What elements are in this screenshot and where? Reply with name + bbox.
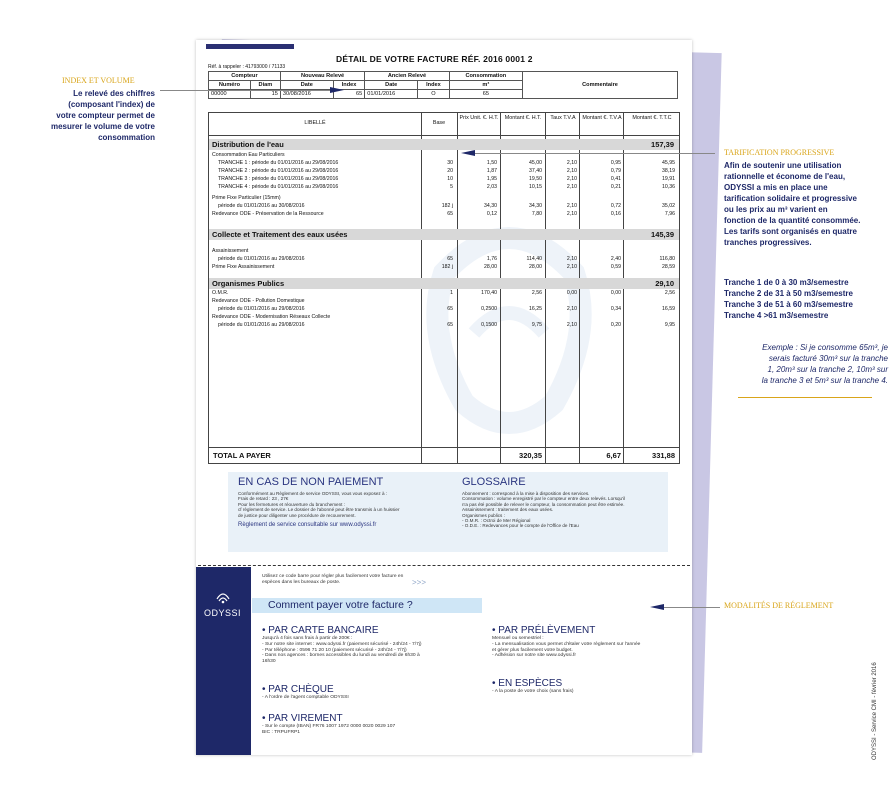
arrow-left-icon	[461, 149, 475, 157]
bill-row-base: 182 j	[441, 264, 453, 270]
th-ancien-releve: Ancien Relevé	[365, 72, 449, 81]
example-line: Exemple : Si je consomme 65m³, je	[762, 343, 888, 352]
pay-virement-line: BIC : TRPUFRP1	[262, 729, 300, 735]
glossary-line: Consommation : volume enregistré par le compteur entre deux relevés. Lorsqu'il	[462, 496, 626, 502]
glossary-line: - O.M.R. : Octroi de Mer Régional	[462, 518, 531, 524]
glossary-line: Assainissement : traitement des eaux usées.	[462, 507, 554, 513]
bill-row-amount-ht: 2,56	[531, 290, 542, 296]
bill-row-amount-tva: 0,79	[610, 168, 621, 174]
glossary-line: n'a pas été possible de relever le compteur, la consommation peut être estimée.	[462, 501, 625, 507]
bill-row-label: Redevance ODE - Préservation de la Ressource	[212, 211, 324, 217]
tranche-line: Tranche 4 >61 m3/semestre	[724, 311, 829, 320]
th-date-old: Date	[365, 81, 418, 90]
bill-row-amount-ht: 10,15	[529, 184, 542, 190]
bill-row-vat-rate: 2,10	[566, 184, 577, 190]
bill-row-vat-rate: 2,10	[566, 203, 577, 209]
reference-number: Réf. à rappeler : 41793000 / 71133	[208, 64, 286, 70]
bill-row-vat-rate: 2,10	[566, 306, 577, 312]
bill-row-unit-price: 1,76	[486, 256, 497, 262]
bill-row	[209, 159, 679, 167]
tarif-annotation-line: Les tarifs sont organisés en quatre	[724, 227, 857, 236]
bill-row-base: 65	[447, 211, 453, 217]
bill-row	[209, 297, 679, 305]
bill-row-amount-tva: 0,00	[610, 290, 621, 296]
pay-card-line: - Par téléphone : 0596 71 20 10 (paiement sécurisé - 24h/24 - 7/7j)	[262, 647, 407, 653]
top-accent-bar	[206, 44, 294, 49]
non-payment-line: cf règlement de service. Le dossier de l'abonné peut être transmis à un huissier	[238, 507, 400, 513]
bill-row-amount-ttc: 9,95	[664, 322, 675, 328]
meter-table	[208, 71, 678, 99]
bill-row-amount-ttc: 45,95	[662, 160, 675, 166]
pay-card-line: - Dans nos agences : bornes accessibles du lundi au vendredi de 6h30 à	[262, 653, 420, 659]
bill-row-unit-price: 170,40	[481, 290, 497, 296]
glossary-line: Abonnement : correspond à la mise à disposition des services.	[462, 491, 590, 496]
pay-card-line: Jusqu'à 4 fois sans frais à partir de 200€ :	[262, 636, 353, 641]
pay-card-line: - Sur notre site internet : www.odyssi.fr (paiement sécurisé - 24h/24 - 7/7j)	[262, 641, 422, 647]
th-montant-ht: Montant €. H.T.	[504, 115, 542, 121]
bill-row-label: O.M.R.	[212, 290, 229, 296]
bill-row-amount-ht: 19,50	[529, 176, 542, 182]
index-pointer-line	[160, 90, 330, 91]
pay-especes-title: • EN ESPÈCES	[492, 678, 563, 689]
glossary-title: GLOSSAIRE	[462, 476, 526, 488]
section-collecte: Collecte et Traitement des eaux usées 145,39	[209, 229, 679, 240]
bill-row-amount-ht: 34,30	[529, 203, 542, 209]
bill-row-amount-tva: 0,21	[610, 184, 621, 190]
pay-card	[262, 625, 472, 665]
bill-row-amount-tva: 0,95	[610, 160, 621, 166]
meter-diam: 15	[250, 90, 280, 99]
meter-new-index: 65	[333, 90, 364, 99]
tranche-list	[724, 277, 892, 321]
index-annotation-title: INDEX ET VOLUME	[62, 76, 135, 85]
bill-row-unit-price: 0,12	[486, 211, 497, 217]
bill-row-label: TRANCHE 3 : période du 01/01/2016 au 29/08/2016	[218, 176, 339, 182]
bill-row-amount-ht: 28,00	[529, 264, 542, 270]
brand-sidebar	[196, 567, 251, 755]
bill-row-base: 65	[447, 306, 453, 312]
bill-row-vat-rate: 0,00	[566, 290, 577, 296]
bill-row	[209, 305, 679, 313]
bill-row-amount-ht: 114,40	[526, 256, 542, 262]
bill-row	[209, 194, 679, 202]
bill-row-unit-price: 1,50	[486, 160, 497, 166]
index-annotation-line: mesurer le volume de votre	[50, 122, 155, 131]
payment-banner-title: Comment payer votre facture ?	[268, 599, 413, 611]
total-row	[209, 447, 679, 463]
th-index-new: Index	[333, 81, 364, 90]
bill-row-vat-rate: 2,10	[566, 256, 577, 262]
bill-row-label: Assainissement	[212, 248, 249, 254]
bill-row-label: Prime Fixe Particulier (15mm)	[212, 195, 281, 201]
bill-row-label: Redevance ODE - Modernisation Réseaux Collecte	[212, 314, 331, 320]
bill-row-amount-ttc: 10,36	[662, 184, 675, 190]
th-prix-unit: Prix Unit. €. H.T.	[459, 115, 499, 121]
bill-row-label: TRANCHE 2 : période du 01/01/2016 au 29/08/2016	[218, 168, 339, 174]
bill-row-amount-ttc: 19,91	[662, 176, 675, 182]
bill-row-amount-ht: 9,75	[531, 322, 542, 328]
bill-row	[209, 167, 679, 175]
pay-card-text	[262, 636, 472, 665]
glossary-text	[462, 491, 660, 529]
bill-row	[209, 175, 679, 183]
bill-row-unit-price: 34,30	[484, 203, 497, 209]
invoice-title: DÉTAIL DE VOTRE FACTURE RÉF. 2016 0001 2	[336, 54, 533, 64]
payment-banner	[252, 598, 482, 613]
bill-row-label: période du 01/01/2016 au 30/08/2016	[218, 203, 305, 209]
bill-row-amount-ht: 37,40	[529, 168, 542, 174]
bill-row-base: 20	[447, 168, 453, 174]
th-base: Base	[432, 120, 446, 126]
pay-prelevement-line: Mensuel ou semestriel :	[492, 636, 544, 641]
bill-row-unit-price: 1,95	[486, 176, 497, 182]
pay-cheque	[262, 684, 472, 701]
bill-row	[209, 183, 679, 191]
bill-row-base: 182 j	[441, 203, 453, 209]
bill-row-label: Prime Fixe Assainissement	[212, 264, 275, 270]
pay-cheque-title: • PAR CHÈQUE	[262, 684, 334, 695]
bill-row-base: 30	[447, 160, 453, 166]
bill-row-unit-price: 28,00	[484, 264, 497, 270]
rules-link[interactable]: Règlement de service consultable sur www.odyssi.fr	[238, 522, 377, 529]
bill-row-label: période du 01/01/2016 au 29/08/2016	[218, 256, 305, 262]
non-payment-text	[238, 491, 448, 518]
bill-row-amount-ttc: 16,59	[662, 306, 675, 312]
pay-prelevement	[492, 625, 682, 659]
arrow-right-icon	[330, 86, 344, 94]
tarif-annotation-line: tranches progressives.	[724, 238, 812, 247]
total-ttc: 331,88	[652, 451, 675, 460]
bill-row-base: 5	[450, 184, 453, 190]
bill-row-base: 65	[447, 256, 453, 262]
bill-row-amount-tva: 0,20	[610, 322, 621, 328]
bill-row-amount-ttc: 2,56	[664, 290, 675, 296]
section-organismes: Organismes Publics 29,10	[209, 278, 679, 289]
bill-row-amount-ht: 7,80	[531, 211, 542, 217]
bill-row-amount-ttc: 116,80	[659, 256, 675, 262]
modalites-annotation-title: MODALITÉS DE RÉGLEMENT	[724, 601, 834, 610]
bill-row-amount-tva: 0,41	[610, 176, 621, 182]
th-consommation: Consommation	[449, 72, 522, 81]
index-annotation-line: consommation	[98, 133, 155, 142]
total-tva: 6,67	[606, 451, 621, 460]
pay-card-title: • PAR CARTE BANCAIRE	[262, 625, 379, 636]
th-nouveau-releve: Nouveau Relevé	[280, 72, 364, 81]
tarif-annotation-line: Afin de soutenir une utilisation	[724, 161, 842, 170]
bill-row-amount-tva: 0,59	[610, 264, 621, 270]
pay-prelevement-line: - La mensualisation vous permet d'étaler votre règlement sur l'année	[492, 641, 641, 647]
bill-row	[209, 255, 679, 263]
th-date-new: Date	[280, 81, 333, 90]
pay-especes-text	[492, 689, 682, 695]
total-label: TOTAL A PAYER	[213, 451, 271, 460]
non-payment-line: de justice pour diligenter une procédure de recouvrement.	[238, 512, 356, 518]
brand-name: ODYSSI	[204, 608, 242, 618]
pay-virement-line: - Sur le compte (IBAN) FR76 1007 1972 0000 0020 0029 107	[262, 724, 396, 729]
bill-row-base: 10	[447, 176, 453, 182]
bill-row-base: 65	[447, 322, 453, 328]
tarif-annotation-line: ou les prix au m³ varient en	[724, 205, 828, 214]
th-index-old: Index	[418, 81, 449, 90]
non-payment-box	[228, 472, 458, 552]
bill-row-amount-tva: 2,40	[610, 256, 621, 262]
index-annotation-line: (composant l'index) de	[68, 100, 155, 109]
pay-prelevement-line: et gérer plus facilement votre budget.	[492, 647, 573, 653]
bill-table	[208, 112, 680, 464]
bill-row	[209, 263, 679, 271]
header-divider	[209, 135, 679, 136]
index-annotation-text	[51, 88, 155, 143]
tarif-annotation-line: rationnelle et économe de l'eau,	[724, 172, 846, 181]
pay-prelevement-text	[492, 636, 682, 659]
bill-row-label: Consommation Eau Particuliers	[212, 152, 285, 158]
pay-cheque-line: - A l'ordre de l'agent comptable ODYSSI	[262, 695, 349, 700]
example-underline	[738, 397, 872, 398]
meter-old-date: 01/01/2016	[365, 90, 418, 99]
th-taux-tva: Taux T.V.A	[550, 115, 576, 121]
bill-row-amount-tva: 0,16	[610, 211, 621, 217]
barcode-note: Utilisez ce code barre pour régler plus facilement votre facture en espèces dans les bureaux de poste.	[262, 574, 404, 585]
bill-row-amount-ttc: 35,02	[662, 203, 675, 209]
non-payment-line: Frais de retard : 23 , 27€	[238, 496, 289, 502]
bill-row-vat-rate: 2,10	[566, 211, 577, 217]
bill-row-vat-rate: 2,10	[566, 264, 577, 270]
bill-row-label: TRANCHE 1 : période du 01/01/2016 au 29/08/2016	[218, 160, 339, 166]
bill-row-amount-ht: 45,00	[529, 160, 542, 166]
bill-row-amount-ttc: 28,59	[662, 264, 675, 270]
bill-row-unit-price: 0,2500	[481, 306, 497, 312]
pay-cheque-text	[262, 695, 472, 701]
bill-row-base: 1	[450, 290, 453, 296]
bill-row-vat-rate: 2,10	[566, 168, 577, 174]
invoice-page	[196, 40, 692, 755]
bill-row-vat-rate: 2,10	[566, 322, 577, 328]
pay-especes-line: - A la poste de votre choix (sans frais)	[492, 689, 574, 694]
bill-row	[209, 289, 679, 297]
bill-row-amount-ttc: 7,96	[664, 211, 675, 217]
pay-virement-text	[262, 724, 472, 736]
bill-row-label: Redevance ODE - Pollution Domestique	[212, 298, 305, 304]
th-compteur: Compteur	[209, 72, 281, 81]
non-payment-line: Pour les fermetures et réouverture du branchement :	[238, 501, 345, 507]
th-montant-ttc: Montant €. T.T.C	[632, 115, 672, 121]
th-numero: Numéro	[209, 81, 251, 90]
example-text	[728, 342, 888, 386]
bill-row-label: TRANCHE 4 : période du 01/01/2016 au 29/08/2016	[218, 184, 339, 190]
bill-row	[209, 210, 679, 218]
bill-row	[209, 202, 679, 210]
meter-number: 00000	[209, 90, 251, 99]
pay-prelevement-title: • PAR PRÉLÈVEMENT	[492, 625, 596, 636]
barcode-arrows: >>>	[412, 578, 427, 587]
bill-row-vat-rate: 2,10	[566, 160, 577, 166]
bill-row	[209, 247, 679, 255]
th-m3: m³	[449, 81, 522, 90]
th-diam: Diam	[250, 81, 280, 90]
tranche-line: Tranche 1 de 0 à 30 m3/semestre	[724, 278, 849, 287]
non-payment-line: Conformément au Règlement de service ODYSSI, vous vous exposez à :	[238, 491, 388, 496]
bill-row-label: période du 01/01/2016 au 29/08/2016	[218, 322, 305, 328]
bill-row-unit-price: 1,87	[486, 168, 497, 174]
tear-line	[198, 565, 690, 566]
tarif-annotation-title: TARIFICATION PROGRESSIVE	[724, 148, 835, 157]
meter-new-date: 30/08/2016	[280, 90, 333, 99]
tarif-pointer-line	[475, 153, 715, 154]
pay-prelevement-line: - Adhésion sur notre site www.odyssi.fr	[492, 653, 576, 659]
tranche-line: Tranche 2 de 31 à 50 m3/semestre	[724, 289, 853, 298]
glossary-box	[454, 472, 668, 552]
pay-especes	[492, 678, 682, 695]
meter-consumption: 65	[449, 90, 522, 99]
arrow-left-icon	[650, 603, 664, 611]
pay-virement-title: • PAR VIREMENT	[262, 713, 343, 724]
index-annotation-line: Le relevé des chiffres	[73, 89, 155, 98]
tranche-line: Tranche 3 de 51 à 60 m3/semestre	[724, 300, 853, 309]
modalites-pointer-line	[664, 607, 720, 608]
total-ht: 320,35	[519, 451, 542, 460]
tarif-annotation-line: ODYSSI a mis en place une	[724, 183, 828, 192]
th-libelle: LIBELLÉ	[304, 120, 326, 126]
bill-row-label: période du 01/01/2016 au 29/08/2016	[218, 306, 305, 312]
glossary-line: Organismes publics :	[462, 512, 505, 518]
bill-row-amount-ttc: 38,19	[662, 168, 675, 174]
tarif-annotation-line: tarification solidaire et progressive	[724, 194, 857, 203]
example-line: la tranche 3 et 5m³ sur la tranche 4.	[761, 376, 888, 385]
bill-row-unit-price: 0,1500	[481, 322, 497, 328]
bill-row-vat-rate: 2,10	[566, 176, 577, 182]
meter-old-index: O	[418, 90, 449, 99]
example-line: serais facturé 30m³ sur la tranche	[768, 354, 888, 363]
tarif-annotation-text	[724, 160, 892, 248]
bill-row	[209, 313, 679, 321]
example-line: 1, 20m³ sur la tranche 2, 10m³ sur	[767, 365, 888, 374]
odyssi-logo-icon	[214, 589, 232, 605]
bill-row	[209, 321, 679, 329]
pay-virement	[262, 713, 472, 736]
glossary-line: - O.D.E. : Redevances pour le compte de l'Office de l'Eau	[462, 523, 579, 529]
non-payment-title: EN CAS DE NON PAIEMENT	[238, 476, 384, 488]
th-montant-tva: Montant €. T.V.A	[582, 115, 622, 121]
tarif-annotation-line: fonction de la quantité consommée.	[724, 216, 861, 225]
index-annotation-line: votre compteur permet de	[56, 111, 155, 120]
bill-row-amount-tva: 0,72	[610, 203, 621, 209]
pay-card-line: 16h30	[262, 659, 276, 665]
th-commentaire: Commentaire	[523, 72, 678, 99]
bill-row-amount-ht: 16,25	[529, 306, 542, 312]
section-distribution: Distribution de l'eau 157,39	[209, 139, 679, 150]
bill-row-unit-price: 2,03	[486, 184, 497, 190]
bill-row-amount-tva: 0,34	[610, 306, 621, 312]
credit-line: ODYSSI - Service CMI - février 2016	[872, 662, 878, 760]
